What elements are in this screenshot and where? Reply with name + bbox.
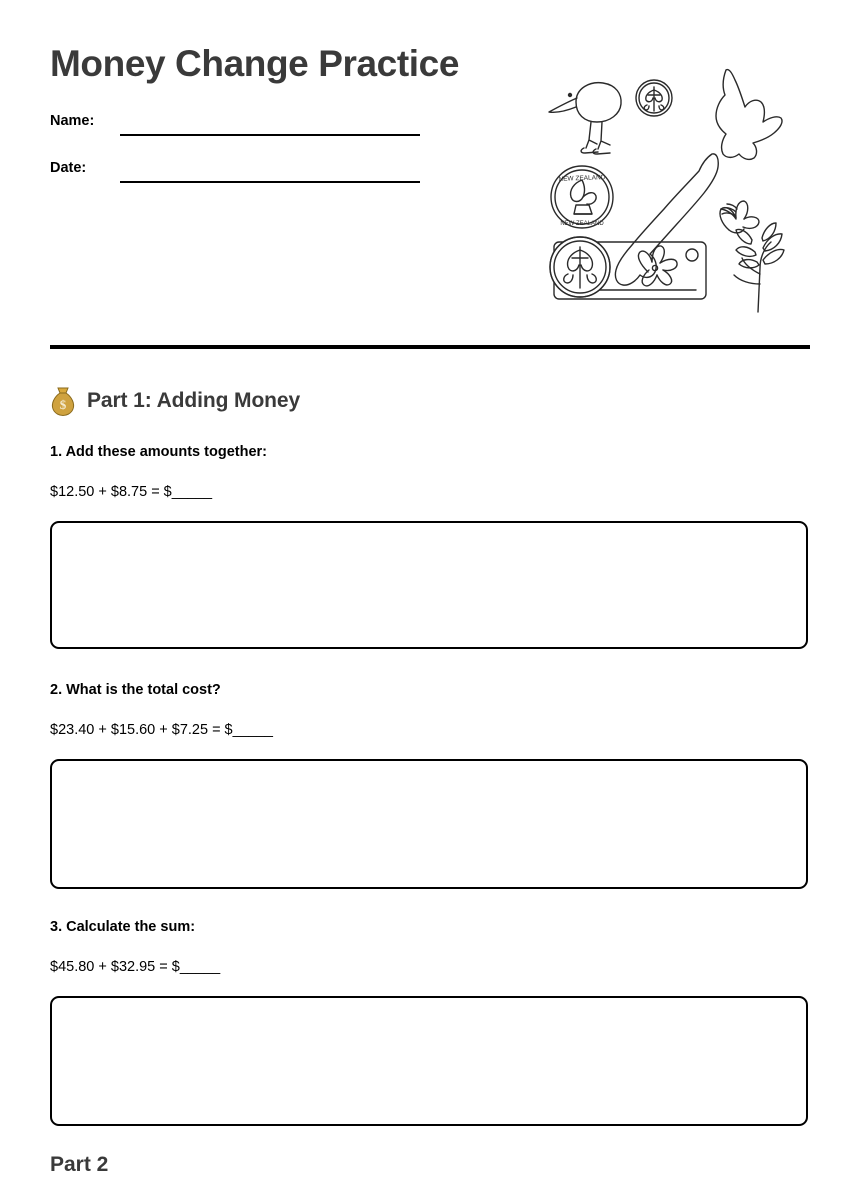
money-bag-icon	[50, 386, 76, 416]
question-1-prompt: 1. Add these amounts together:	[50, 444, 267, 460]
kiwi-bird-icon	[549, 83, 621, 154]
question-2-answer-box[interactable]	[50, 759, 808, 889]
page-title: Money Change Practice	[50, 43, 460, 84]
question-3	[50, 919, 810, 1126]
svg-text:NEW ZEALAND: NEW ZEALAND	[560, 221, 604, 227]
question-3-answer-box[interactable]	[50, 996, 808, 1126]
part-heading	[50, 386, 300, 416]
question-3-equation: $45.80 + $32.95 = $_____	[50, 959, 221, 976]
date-field-row	[50, 154, 520, 200]
banknote-overlay-coin-icon	[550, 237, 610, 297]
small-coin-icon	[636, 80, 672, 116]
flowering-branch-icon	[720, 201, 784, 312]
name-label: Name:	[50, 112, 95, 129]
part-title: Part 1: Adding Money	[87, 389, 301, 412]
svg-text:NEW ZEALAND: NEW ZEALAND	[558, 174, 606, 183]
question-1-answer-box[interactable]	[50, 521, 808, 649]
worksheet-header	[50, 44, 520, 200]
name-input-line[interactable]	[120, 134, 420, 136]
next-section-heading-text: Part 2	[50, 1153, 109, 1176]
next-section-heading-peek	[50, 1152, 350, 1176]
question-1-equation: $12.50 + $8.75 = $_____	[50, 484, 213, 501]
question-1	[50, 444, 810, 649]
date-input-line[interactable]	[120, 181, 420, 183]
date-label: Date:	[50, 159, 87, 176]
question-3-prompt: 3. Calculate the sum:	[50, 919, 196, 935]
new-zealand-map-icon	[615, 70, 782, 286]
question-2-equation: $23.40 + $15.60 + $7.25 = $_____	[50, 722, 273, 739]
name-field-row	[50, 107, 520, 153]
banknote-flower-motif	[638, 246, 677, 286]
question-2-prompt: 2. What is the total cost?	[50, 682, 221, 698]
question-2	[50, 682, 810, 889]
new-zealand-money-illustration	[536, 62, 816, 312]
svg-text:$: $	[59, 397, 67, 412]
large-coin-new-zealand-icon	[551, 166, 613, 228]
section-divider	[50, 345, 810, 349]
